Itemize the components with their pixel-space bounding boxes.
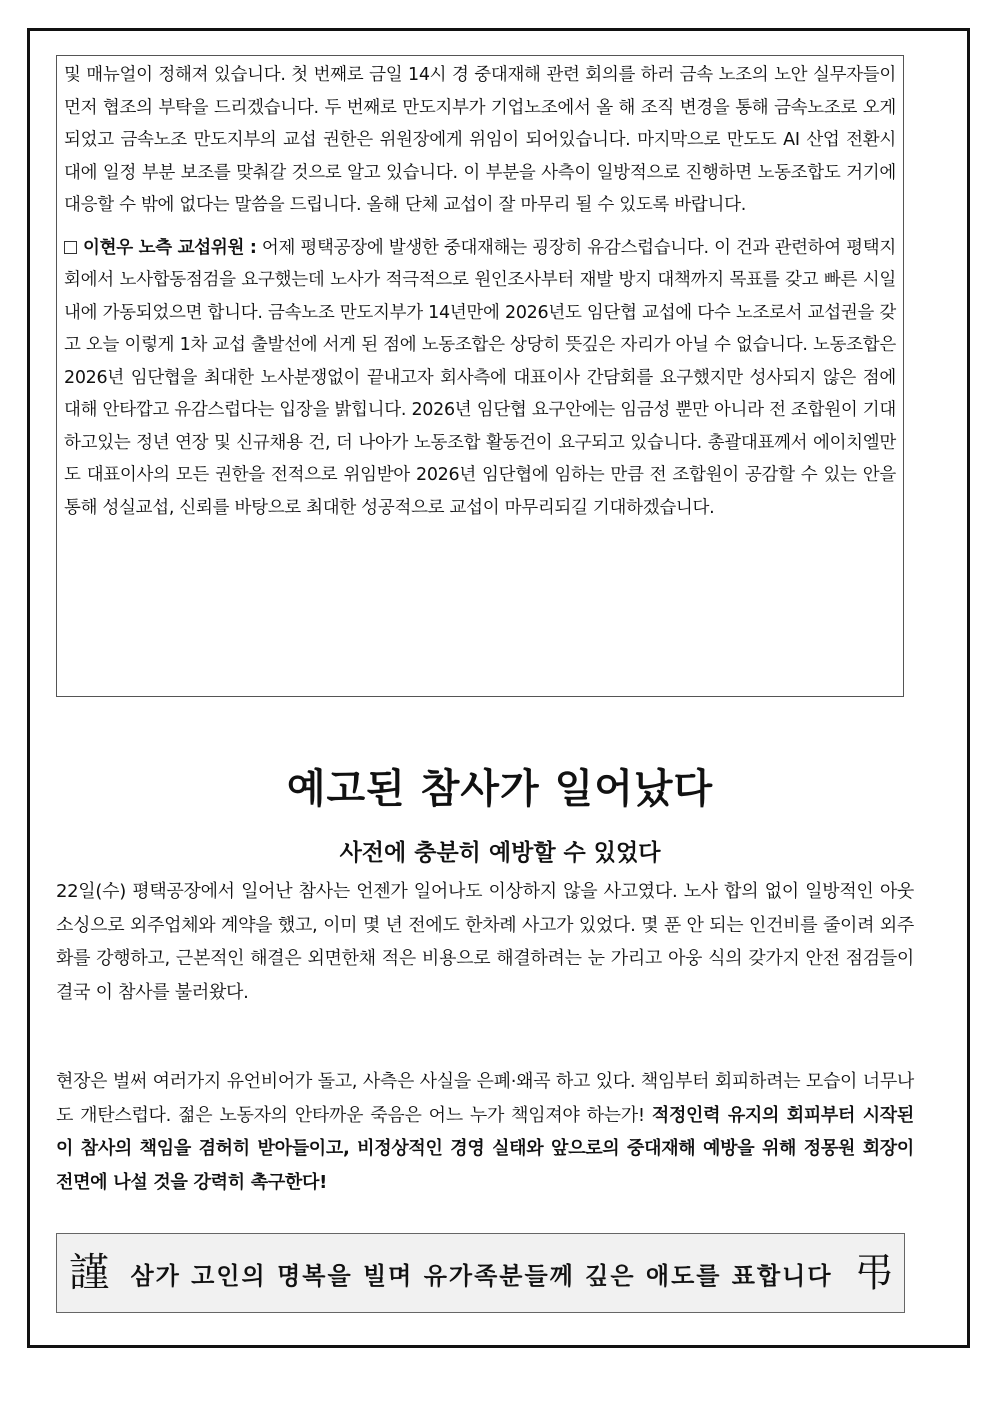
article-paragraph-2-emphasis: 적정인력 유지의 회피부터 시작된 이 참사의 책임을 겸허히 받아들이고, 비정상적인 경영 실태와 앞으로의 중대재해 예방을 위해 정몽원 회장이 전면에 나설 것을 강력히 촉구한다! xyxy=(56,1104,914,1193)
statement-paragraph-1: 및 매뉴얼이 정해져 있습니다. 첫 번째로 금일 14시 경 중대재해 관련 회의를 하러 금속 노조의 노안 실무자들이 먼저 협조의 부탁을 드리겠습니다. 두 번째로 만도지부가 기업노조에서 올 해 조직 변경을 통해 금속노조로 오게 되었고 금속노조 만도지부의 교섭 권한은 위원장에게 위임이 되어있습니다. 마지막으로 만도도 AI 산업 전환시대에 일정 부분 보조를 맞춰갈 것으로 알고 있습니다. 이 부분을 사측이 일방적으로 진행하면 노동조합도 거기에 대응할 수 밖에 없다는 말씀을 드립니다. 올해 단체 교섭이 잘 마무리 될 수 있도록 바랍니다. xyxy=(64,65,896,215)
article-paragraph-2-text: 현장은 벌써 여러가지 유언비어가 돌고, 사측은 사실을 은폐·왜곡 하고 있다. 책임부터 회피하려는 모습이 너무나도 개탄스럽다. 젊은 노동자의 안타까운 죽음은 어느 누가 책임져야 하는가! xyxy=(56,1071,914,1126)
statement-paragraph-2 xyxy=(64,232,896,525)
condolence-right-char: 弔 xyxy=(854,1250,894,1296)
checkbox-square-icon xyxy=(64,241,77,254)
article-paragraph-1: 22일(수) 평택공장에서 일어난 참사는 언젠가 일어나도 이상하지 않을 사고였다. 노사 합의 없이 일방적인 아웃소싱으로 외주업체와 계약을 했고, 이미 몇 년 전에도 한차례 사고가 있었다. 몇 푼 안 되는 인건비를 줄이려 외주화를 강행하고, 근본적인 해결은 외면한채 적은 비용으로 해결하려는 눈 가리고 아웅 식의 갖가지 안전 점검들이 결국 이 참사를 불러왔다. xyxy=(56,881,914,1003)
speaker-statement: 어제 평택공장에 발생한 중대재해는 굉장히 유감스럽습니다. 이 건과 관련하여 평택지회에서 노사합동점검을 요구했는데 노사가 적극적으로 원인조사부터 재발 방지 대책까지 목표를 갖고 빠른 시일 내에 가동되었으면 합니다. 금속노조 만도지부가 14년만에 2026년도 임단협 교섭에 다수 노조로서 교섭권을 갖고 오늘 이렇게 1차 교섭 출발선에 서게 된 점에 노동조합은 상당히 뜻깊은 자리가 아닐 수 없습니다. 노동조합은 2026년 임단협을 최대한 노사분쟁없이 끝내고자 회사측에 대표이사 간담회를 요구했지만 성사되지 않은 점에 대해 안타깝고 유감스럽다는 입장을 밝힙니다. 2026년 임단협 요구안에는 임금성 뿐만 아니라 전 조합원이 기대하고있는 정년 연장 및 신규채용 건, 더 나아가 노동조합 활동건이 요구되고 있습니다. 총괄대표께서 에이치엘만도 대표이사의 모든 권한을 전적으로 위임받아 2026년 임단협에 임하는 만큼 전 조합원이 공감할 수 있는 안을 통해 성실교섭, 신뢰를 바탕으로 최대한 성공적으로 교섭이 마무리되길 기대하겠습니다. xyxy=(64,237,896,518)
article-headline: 예고된 참사가 일어났다 xyxy=(286,766,714,812)
speaker-label: 이현우 노측 교섭위원 : xyxy=(83,237,257,258)
condolence-message: 삼가 고인의 명복을 빌며 유가족분들께 깊은 애도를 표합니다 xyxy=(130,1261,833,1290)
condolence-banner xyxy=(56,1233,905,1313)
article-paragraph-2 xyxy=(56,1065,914,1199)
article-subheadline: 사전에 충분히 예방할 수 있었다 xyxy=(339,840,661,866)
condolence-left-char: 謹 xyxy=(69,1250,109,1296)
negotiation-statement-box xyxy=(56,55,904,697)
